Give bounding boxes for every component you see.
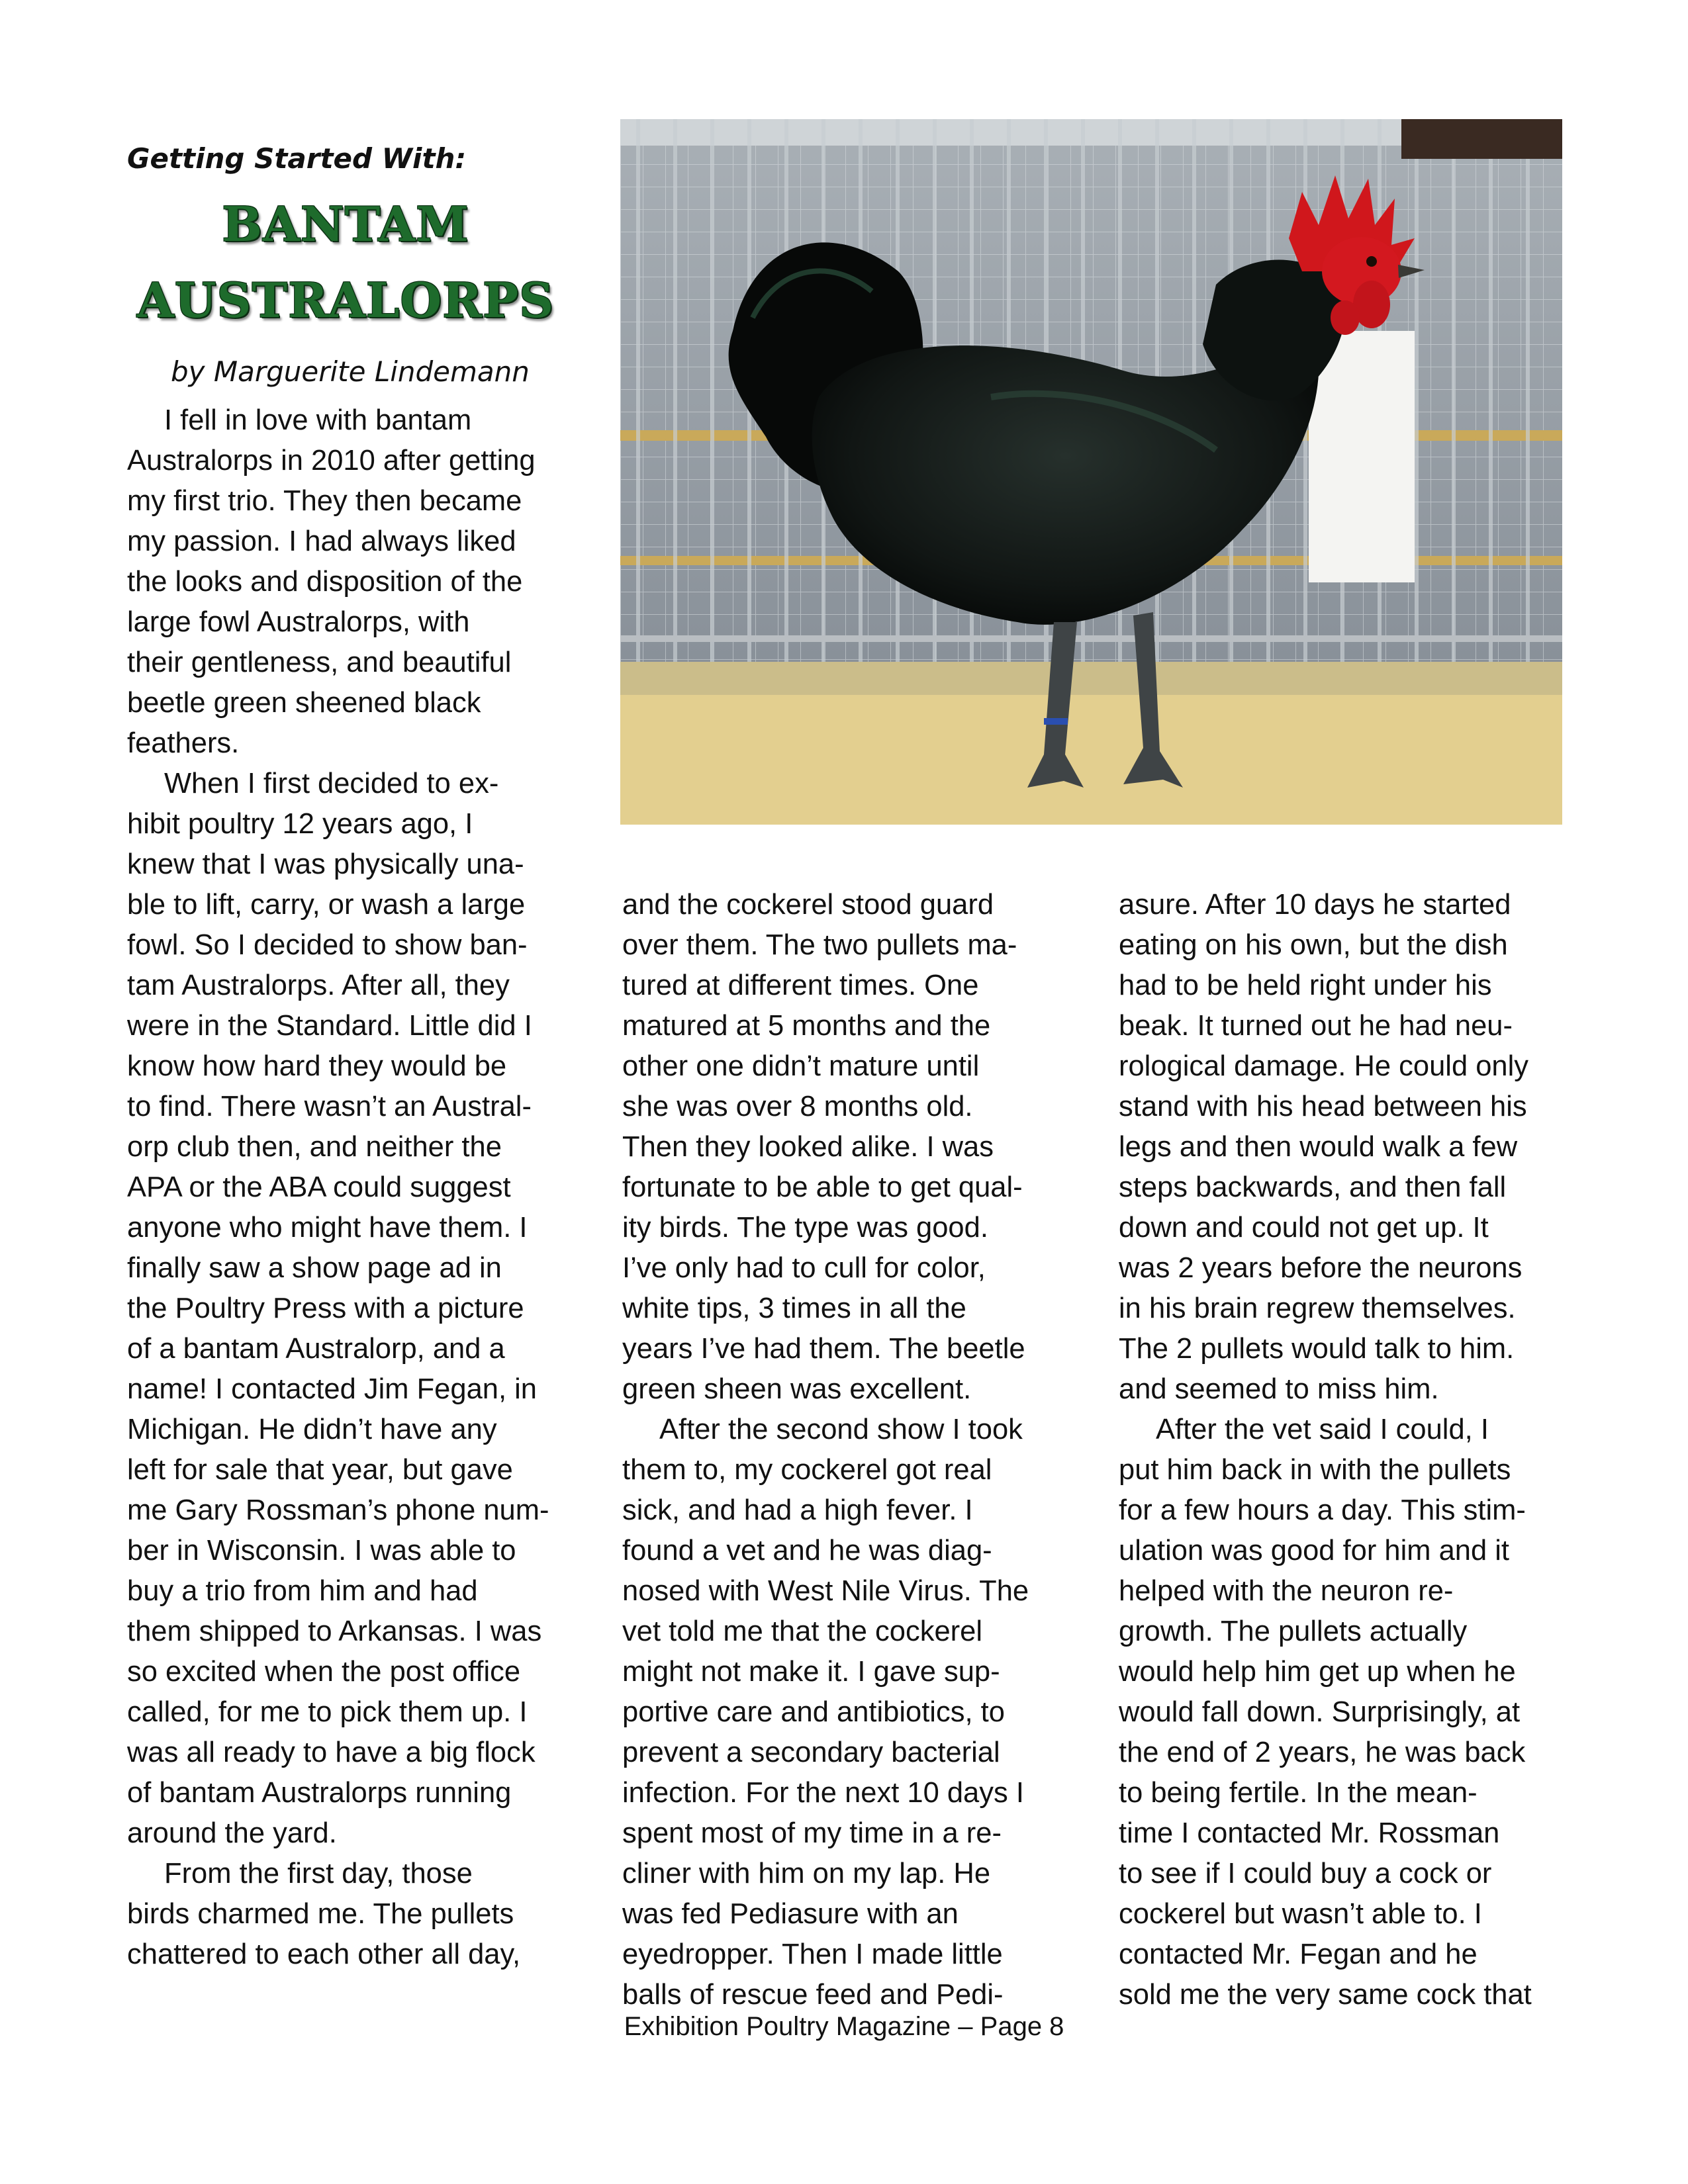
text-line: were in the Standard. Little did I bbox=[127, 1010, 532, 1042]
text-line: name! I contacted Jim Fegan, in bbox=[127, 1373, 537, 1405]
text-line: white tips, 3 times in all the bbox=[622, 1293, 966, 1324]
text-line: ber in Wisconsin. I was able to bbox=[127, 1535, 516, 1567]
text-line: called, for me to pick them up. I bbox=[127, 1696, 528, 1728]
text-line: large fowl Australorps, with bbox=[127, 606, 470, 638]
text-line: might not make it. I gave sup- bbox=[622, 1656, 1000, 1688]
text-line: From the first day, those bbox=[164, 1858, 473, 1889]
text-line: found a vet and he was diag- bbox=[622, 1535, 992, 1567]
text-line: matured at 5 months and the bbox=[622, 1010, 991, 1042]
text-line: my passion. I had always liked bbox=[127, 525, 516, 557]
text-line: to see if I could buy a cock or bbox=[1119, 1858, 1492, 1889]
text-line: cockerel but wasn’t able to. I bbox=[1119, 1898, 1482, 1930]
text-line: finally saw a show page ad in bbox=[127, 1252, 502, 1284]
article-title-line-1: BANTAM bbox=[222, 196, 469, 252]
text-line: around the yard. bbox=[127, 1817, 337, 1849]
text-line: years I’ve had them. The beetle bbox=[622, 1333, 1025, 1365]
text-line: eyedropper. Then I made little bbox=[622, 1938, 1003, 1970]
text-line: would help him get up when he bbox=[1119, 1656, 1516, 1688]
byline: by Marguerite Lindemann bbox=[171, 355, 530, 388]
text-line: put him back in with the pullets bbox=[1119, 1454, 1511, 1486]
text-line: beak. It turned out he had neu- bbox=[1119, 1010, 1513, 1042]
text-line: in his brain regrew themselves. bbox=[1119, 1293, 1516, 1324]
text-line: of bantam Australorps running bbox=[127, 1777, 512, 1809]
article-column-1 bbox=[127, 400, 557, 1975]
text-line: orp club then, and neither the bbox=[127, 1131, 502, 1163]
text-line: she was over 8 months old. bbox=[622, 1091, 973, 1122]
text-line: my first trio. They then became bbox=[127, 485, 522, 517]
text-line: fortunate to be able to get qual- bbox=[622, 1171, 1023, 1203]
text-line: hibit poultry 12 years ago, I bbox=[127, 808, 473, 840]
rooster-photo-illustration bbox=[620, 119, 1562, 825]
text-line: so excited when the post office bbox=[127, 1656, 521, 1688]
text-line: time I contacted Mr. Rossman bbox=[1119, 1817, 1500, 1849]
text-line: ble to lift, carry, or wash a large bbox=[127, 889, 526, 921]
text-line: When I first decided to ex- bbox=[164, 768, 499, 799]
text-line: cliner with him on my lap. He bbox=[622, 1858, 991, 1889]
text-line: ulation was good for him and it bbox=[1119, 1535, 1510, 1567]
text-line: anyone who might have them. I bbox=[127, 1212, 528, 1244]
text-line: to being fertile. In the mean- bbox=[1119, 1777, 1477, 1809]
text-line: stand with his head between his bbox=[1119, 1091, 1527, 1122]
text-line: was 2 years before the neurons bbox=[1119, 1252, 1523, 1284]
text-line: other one didn’t mature until bbox=[622, 1050, 980, 1082]
text-line: green sheen was excellent. bbox=[622, 1373, 972, 1405]
text-line: APA or the ABA could suggest bbox=[127, 1171, 511, 1203]
text-line: ity birds. The type was good. bbox=[622, 1212, 988, 1244]
text-line: After the vet said I could, I bbox=[1156, 1414, 1489, 1445]
text-line: portive care and antibiotics, to bbox=[622, 1696, 1005, 1728]
text-line: for a few hours a day. This stim- bbox=[1119, 1494, 1526, 1526]
text-line: fowl. So I decided to show ban- bbox=[127, 929, 528, 961]
text-line: Then they looked alike. I was bbox=[622, 1131, 994, 1163]
text-line: I’ve only had to cull for color, bbox=[622, 1252, 986, 1284]
text-line: sick, and had a high fever. I bbox=[622, 1494, 973, 1526]
text-line: Australorps in 2010 after getting bbox=[127, 445, 536, 477]
text-line: Michigan. He didn’t have any bbox=[127, 1414, 497, 1445]
text-line: the end of 2 years, he was back bbox=[1119, 1737, 1526, 1768]
text-line: feathers. bbox=[127, 727, 240, 759]
text-line: knew that I was physically una- bbox=[127, 848, 524, 880]
article-column-3 bbox=[1119, 885, 1582, 2015]
text-line: rological damage. He could only bbox=[1119, 1050, 1529, 1082]
article-title-line-2: AUSTRALORPS bbox=[136, 272, 555, 328]
text-line: buy a trio from him and had bbox=[127, 1575, 478, 1607]
text-line: nosed with West Nile Virus. The bbox=[622, 1575, 1029, 1607]
text-line: vet told me that the cockerel bbox=[622, 1615, 983, 1647]
text-line: tured at different times. One bbox=[622, 970, 979, 1001]
text-line: beetle green sheened black bbox=[127, 687, 481, 719]
text-line: chattered to each other all day, bbox=[127, 1938, 521, 1970]
text-line: steps backwards, and then fall bbox=[1119, 1171, 1507, 1203]
text-line: contacted Mr. Fegan and he bbox=[1119, 1938, 1477, 1970]
text-line: would fall down. Surprisingly, at bbox=[1119, 1696, 1521, 1728]
text-line: know how hard they would be bbox=[127, 1050, 507, 1082]
text-line: left for sale that year, but gave bbox=[127, 1454, 513, 1486]
text-line: them to, my cockerel got real bbox=[622, 1454, 992, 1486]
text-line: me Gary Rossman’s phone num- bbox=[127, 1494, 549, 1526]
text-line: eating on his own, but the dish bbox=[1119, 929, 1508, 961]
text-line: birds charmed me. The pullets bbox=[127, 1898, 514, 1930]
text-line: was all ready to have a big flock bbox=[127, 1737, 536, 1768]
text-line: growth. The pullets actually bbox=[1119, 1615, 1468, 1647]
text-line: their gentleness, and beautiful bbox=[127, 647, 512, 678]
text-line: helped with the neuron re- bbox=[1119, 1575, 1454, 1607]
text-line: to find. There wasn’t an Austral- bbox=[127, 1091, 532, 1122]
text-line: spent most of my time in a re- bbox=[622, 1817, 1002, 1849]
text-line: sold me the very same cock that bbox=[1119, 1979, 1532, 2011]
text-line: After the second show I took bbox=[659, 1414, 1023, 1445]
text-line: and the cockerel stood guard bbox=[622, 889, 994, 921]
text-line: legs and then would walk a few bbox=[1119, 1131, 1518, 1163]
kicker-heading: Getting Started With: bbox=[127, 142, 467, 175]
rooster-photo bbox=[620, 119, 1562, 825]
text-line: over them. The two pullets ma- bbox=[622, 929, 1017, 961]
text-line: had to be held right under his bbox=[1119, 970, 1492, 1001]
text-line: the Poultry Press with a picture bbox=[127, 1293, 524, 1324]
text-line: them shipped to Arkansas. I was bbox=[127, 1615, 542, 1647]
text-line: The 2 pullets would talk to him. bbox=[1119, 1333, 1515, 1365]
text-line: the looks and disposition of the bbox=[127, 566, 523, 598]
text-line: asure. After 10 days he started bbox=[1119, 889, 1511, 921]
text-line: balls of rescue feed and Pedi- bbox=[622, 1979, 1004, 2011]
text-line: of a bantam Australorp, and a bbox=[127, 1333, 505, 1365]
text-line: was fed Pediasure with an bbox=[622, 1898, 959, 1930]
text-line: and seemed to miss him. bbox=[1119, 1373, 1439, 1405]
text-line: prevent a secondary bacterial bbox=[622, 1737, 1000, 1768]
text-line: I fell in love with bantam bbox=[164, 404, 472, 436]
text-line: tam Australorps. After all, they bbox=[127, 970, 510, 1001]
article-column-2 bbox=[622, 885, 1086, 2015]
page-footer: Exhibition Poultry Magazine – Page 8 bbox=[624, 2012, 1064, 2041]
text-line: down and could not get up. It bbox=[1119, 1212, 1489, 1244]
text-line: infection. For the next 10 days I bbox=[622, 1777, 1024, 1809]
